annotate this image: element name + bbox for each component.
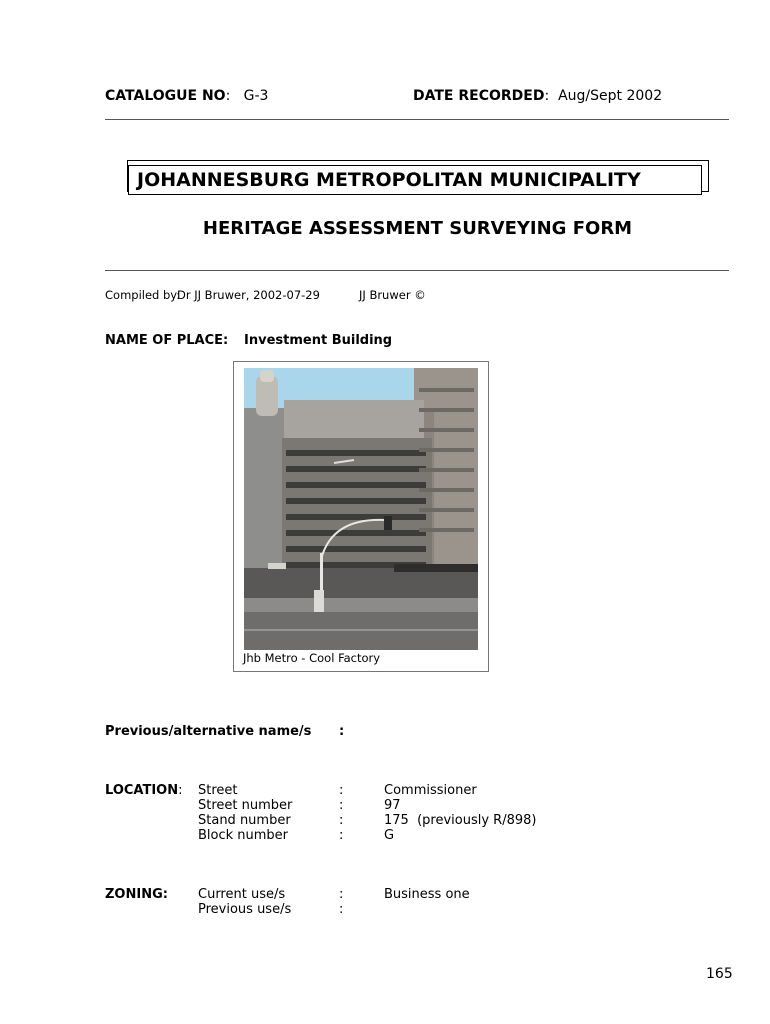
location-label: LOCATION bbox=[105, 783, 179, 798]
location-field-stand-number: Stand number bbox=[198, 813, 291, 828]
zoning-label: ZONING: bbox=[105, 887, 168, 902]
compiled-label: Compiled by: bbox=[105, 288, 181, 302]
subtitle-rule bbox=[105, 270, 729, 271]
date-value: Aug/Sept 2002 bbox=[558, 88, 663, 104]
previous-names-label: Previous/alternative name/s bbox=[105, 724, 312, 739]
zoning-field-previous-use: Previous use/s bbox=[198, 902, 292, 917]
form-subtitle: HERITAGE ASSESSMENT SURVEYING FORM bbox=[202, 218, 633, 239]
location-colon-stand-number: : bbox=[339, 813, 344, 828]
header-rule bbox=[105, 119, 729, 120]
catalogue-value: G-3 bbox=[243, 88, 269, 104]
zoning-value-current-use: Business one bbox=[384, 887, 470, 902]
location-field-street: Street bbox=[198, 783, 238, 798]
previous-names-colon: : bbox=[339, 724, 345, 739]
document-title: JOHANNESBURG METROPOLITAN MUNICIPALITY bbox=[128, 165, 702, 195]
page-number: 165 bbox=[706, 966, 733, 982]
zoning-field-current-use: Current use/s bbox=[198, 887, 286, 902]
location-colon-street: : bbox=[339, 783, 344, 798]
location-field-block-number: Block number bbox=[198, 828, 289, 843]
name-of-place-label: NAME OF PLACE: bbox=[105, 333, 229, 348]
title-box bbox=[127, 160, 709, 192]
date-recorded: DATE RECORDED: Aug/Sept 2002 bbox=[413, 88, 663, 104]
location-value-stand-number: 175 (previously R/898) bbox=[384, 813, 537, 828]
location-colon-street-number: : bbox=[339, 798, 344, 813]
building-photo bbox=[244, 368, 478, 650]
catalogue-label: CATALOGUE NO bbox=[105, 88, 226, 104]
copyright-text: JJ Bruwer © bbox=[359, 288, 426, 302]
location-value-block-number: G bbox=[384, 828, 395, 843]
photo-frame bbox=[233, 361, 489, 672]
compiled-value: Dr JJ Bruwer, 2002-07-29 bbox=[177, 288, 320, 302]
location-colon-block-number: : bbox=[339, 828, 344, 843]
catalogue-number: CATALOGUE NO: G-3 bbox=[105, 88, 269, 104]
photo-caption: Jhb Metro - Cool Factory bbox=[243, 651, 381, 665]
location-value-street: Commissioner bbox=[384, 783, 477, 798]
location-heading: LOCATION: bbox=[105, 783, 183, 798]
location-value-street-number: 97 bbox=[384, 798, 401, 813]
name-of-place-value: Investment Building bbox=[244, 333, 393, 348]
location-field-street-number: Street number bbox=[198, 798, 293, 813]
zoning-colon-current-use: : bbox=[339, 887, 344, 902]
date-label: DATE RECORDED bbox=[413, 88, 545, 104]
zoning-colon-previous-use: : bbox=[339, 902, 344, 917]
